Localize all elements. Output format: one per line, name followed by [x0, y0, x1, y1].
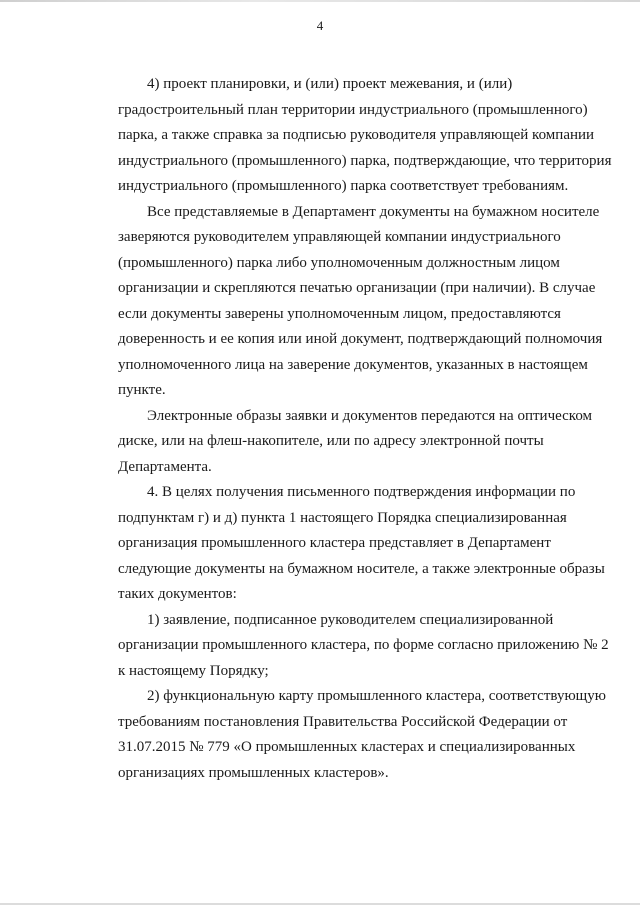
paragraph-item-1-application: 1) заявление, подписанное руководителем специализированной организации промышленного кластера, по форме согласно приложению № 2 к настоящему Порядку; — [118, 611, 609, 679]
document-body — [118, 72, 614, 786]
scan-edge-top — [0, 0, 640, 2]
paragraph-planning-project: 4) проект планировки, и (или) проект межевания, и (или) градостроительный план территории индустриального (промышленного) парка, а также справка за подписью руководителя управляющей компании индустриального (промышленного) парка, подтверждающие, что территория индустриального (промышленного) парка соответствует требованиям. — [118, 76, 612, 194]
page-number: 4 — [316, 18, 324, 33]
paragraph-electronic-copies: Электронные образы заявки и документов передаются на оптическом диске, или на флеш-накопителе, или по адресу электронной почты Департамента. — [118, 407, 593, 475]
paragraph-item-2-functional-map: 2) функциональную карту промышленного кластера, соответствующую требованиям постановления Правительства Российской Федерации от 31.07.2015 № 779 «О промышленных кластерах и специализированных организациях промышленных кластеров». — [118, 688, 606, 781]
paragraph-section-4: 4. В целях получения письменного подтверждения информации по подпунктам г) и д) пункта 1 настоящего Порядка специализированная организация промышленного кластера представляет в Департамент следующие документы на бумажном носителе, а также электронные образы таких документов: — [118, 484, 605, 602]
paragraph-certification: Все представляемые в Департамент документы на бумажном носителе заверяются руководителем управляющей компании индустриального (промышленного) парка либо уполномоченным должностным лицом организации и скрепляются печатью организации (при наличии). В случае если документы заверены уполномоченным лицом, предоставляются доверенность и ее копия или иной документ, подтверждающий полномочия уполномоченного лица на заверение документов, указанных в настоящем пункте. — [118, 203, 603, 398]
